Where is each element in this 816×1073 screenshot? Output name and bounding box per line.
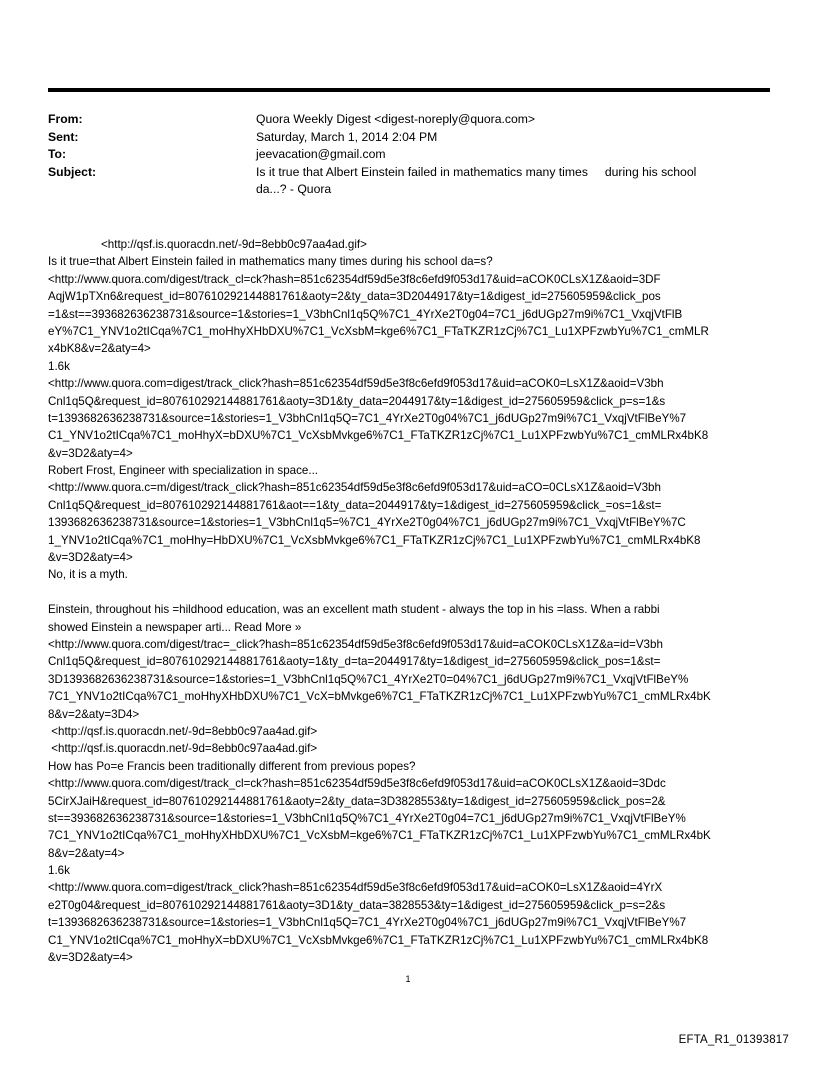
body-line: eY%7C1_YNV1o2tICqa%7C1_moHhyXHbDXU%7C1_VcXsbM=kge6%7C1_FTaTKZR1zCj%7C1_Lu1XPFzwbYu%7C1_cmMLR [48,324,709,338]
document-id: EFTA_R1_01393817 [678,1034,789,1046]
from-row [48,111,770,129]
body-line: e2T0g04&request_id=807610292144881761&aoty=3D1&ty_data=3828553&ty=1&digest_id=275605959&click_p=s=2&s [48,898,666,912]
body-line: &v=3D2&aty=4> [48,951,133,965]
body-line: st==393682636238731&source=1&stories=1_V3bhCnl1q5Q%7C1_4YrXe2T0g04=7C1_j6dUGp27m9i%7C1_VxqjVtFlBeY% [48,811,686,825]
subject-line-1: Is it true that Albert Einstein failed in mathematics many times during his school [256,164,697,179]
body-line: x4bK8&v=2&aty=4> [48,342,151,356]
sent-row [48,129,770,147]
body-line: t=1393682636238731&source=1&stories=1_V3bhCnl1q5Q=7C1_4YrXe2T0g04%7C1_j6dUGp27m9i%7C1_VxqjVtFlBeY%7 [48,411,687,425]
subject-line-2: da...? - Quora [256,182,332,196]
email-body [48,236,770,966]
body-line: &v=3D2&aty=4> [48,551,133,565]
body-line: 3D1393682636238731&source=1&stories=1_V3bhCnl1q5Q%7C1_4YrXe2T0=04%7C1_j6dUGp27m9i%7C1_VxqjVtFlBeY% [48,672,689,686]
body-line: 8&v=2&aty=3D4> [48,707,140,721]
body-line: 1.6k [48,864,70,878]
email-header [48,111,770,199]
from-label: From: [48,112,83,126]
sent-value: Saturday, March 1, 2014 2:04 PM [256,129,438,144]
body-line: t=1393682636238731&source=1&stories=1_V3bhCnl1q5Q=7C1_4YrXe2T0g04%7C1_j6dUGp27m9i%7C1_VxqjVtFlBeY%7 [48,916,687,930]
body-line: 1_YNV1o2tICqa%7C1_moHhy=HbDXU%7C1_VcXsbMvkge6%7C1_FTaTKZR1zCj%7C1_Lu1XPFzwbYu%7C1_cmMLRx4bK8 [48,533,701,547]
body-line: <http://qsf.is.quoracdn.net/-9d=8ebb0c97aa4ad.gif> [48,724,318,738]
body-line: Cnl1q5Q&request_id=807610292144881761&aot==1&ty_data=2044917&ty=1&digest_id=275605959&click_=os=1&st= [48,498,662,512]
body-line: Robert Frost, Engineer with specialization in space... [48,464,319,478]
body-line: C1_YNV1o2tICqa%7C1_moHhyX=bDXU%7C1_VcXsbMvkge6%7C1_FTaTKZR1zCj%7C1_Lu1XPFzwbYu%7C1_cmMLRx4bK8 [48,429,709,443]
body-line: C1_YNV1o2tICqa%7C1_moHhyX=bDXU%7C1_VcXsbMvkge6%7C1_FTaTKZR1zCj%7C1_Lu1XPFzwbYu%7C1_cmMLRx4bK8 [48,933,709,947]
body-line: <http://www.quora.com=digest/track_click?hash=851c62354df59d5e3f8c6efd9f053d17&uid=aCOK0=LsX1Z&aoid=V3bh [48,377,664,391]
body-line: <http://www.quora.com/digest/track_cl=ck?hash=851c62354df59d5e3f8c6efd9f053d17&uid=aCOK0CLsX1Z&aoid=3Ddc [48,777,666,791]
body-line: Einstein, throughout his =hildhood education, was an excellent math student - always the top in his =lass. When a rabbi [48,603,660,617]
subject-value [256,164,770,199]
sent-label: Sent: [48,129,79,144]
subject-row [48,164,770,199]
subject-label: Subject: [48,164,97,179]
body-line: 1.6k [48,359,70,373]
page-number: 1 [405,974,411,984]
body-line: AqjW1pTXn6&request_id=807610292144881761&aoty=2&ty_data=3D2044917&ty=1&digest_id=275605959&click_pos [48,290,661,304]
body-line: <http://qsf.is.quoracdn.net/-9d=8ebb0c97aa4ad.gif> [101,238,367,251]
body-line: How has Po=e Francis been traditionally different from previous popes? [48,759,416,773]
body-line: 7C1_YNV1o2tICqa%7C1_moHhyXHbDXU%7C1_VcXsbM=kge6%7C1_FTaTKZR1zCj%7C1_Lu1XPFzwbYu%7C1_cmMLRx4bK [48,829,711,843]
body-line: 8&v=2&aty=4> [48,846,125,860]
body-line: 7C1_YNV1o2tICqa%7C1_moHhyXHbDXU%7C1_VcX=bMvkge6%7C1_FTaTKZR1zCj%7C1_Lu1XPFzwbYu%7C1_cmMLRx4bK [48,690,711,704]
body-line [48,584,770,601]
body-line: <http://www.quora.com=digest/track_click?hash=851c62354df59d5e3f8c6efd9f053d17&uid=aCOK0=LsX1Z&aoid=4YrX [48,881,663,895]
body-line: Cnl1q5Q&request_id=807610292144881761&aoty=3D1&ty_data=2044917&ty=1&digest_id=275605959&click_p=s=1&s [48,394,666,408]
header-divider [48,88,770,92]
body-line: =1&st==393682636238731&source=1&stories=1_V3bhCnl1q5Q%7C1_4YrXe2T0g04=7C1_j6dUGp27m9i%7C1_VxqjVtFlB [48,307,683,321]
to-label: To: [48,147,67,161]
body-line: <http://www.quora.c=m/digest/track_click?hash=851c62354df59d5e3f8c6efd9f053d17&uid=aCO=0CLsX1Z&aoid=V3bh [48,481,661,495]
to-row [48,146,770,164]
body-line: <http://qsf.is.quoracdn.net/-9d=8ebb0c97aa4ad.gif> [48,742,318,756]
body-line: <http://www.quora.com/digest/track_cl=ck?hash=851c62354df59d5e3f8c6efd9f053d17&uid=aCOK0CLsX1Z&aoid=3DF [48,272,661,286]
body-line: No, it is a myth. [48,568,128,582]
body-line: Cnl1q5Q&request_id=807610292144881761&aoty=1&ty_d=ta=2044917&ty=1&digest_id=275605959&click_pos=1&st= [48,655,661,669]
from-value: Quora Weekly Digest <digest-noreply@quora.com> [256,112,536,126]
body-line: 1393682636238731&source=1&stories=1_V3bhCnl1q5=%7C1_4YrXe2T0g04%7C1_j6dUGp27m9i%7C1_VxqjVtFlBeY%7C [48,516,686,530]
body-line: <http://www.quora.com/digest/trac=_click?hash=851c62354df59d5e3f8c6efd9f053d17&uid=aCOK0CLsX1Z&a=id=V3bh [48,637,663,651]
body-line: &v=3D2&aty=4> [48,446,133,460]
body-line: showed Einstein a newspaper arti... Read More » [48,620,302,634]
body-line: Is it true=that Albert Einstein failed in mathematics many times during his school da=s? [48,255,493,269]
body-line: 5CirXJaiH&request_id=807610292144881761&aoty=2&ty_data=3D3828553&ty=1&digest_id=275605959&click_pos=2& [48,794,666,808]
to-value: jeevacation@gmail.com [256,147,386,161]
